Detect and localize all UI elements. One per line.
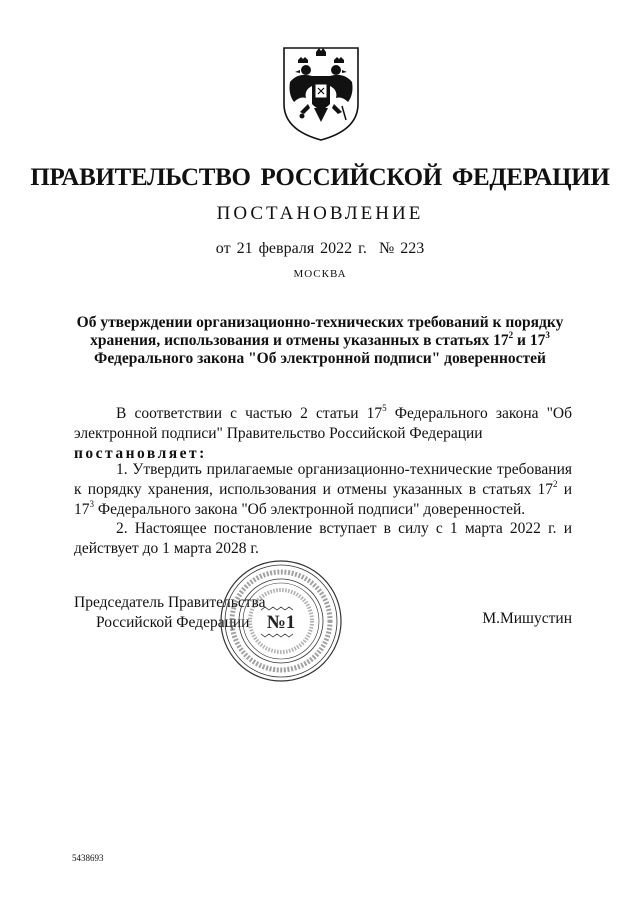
item-1-paragraph: 1. Утвердить прилагаемые организационно-технические требования к порядку хранения, использования и отмены указанных в статьях $17^2$ и $17^3$ Федерального закона "Об электронной подписи" доверенностей. <box>74 461 573 518</box>
subject-line-1: Об утверждении организационно-технических требований к порядку <box>76 314 564 331</box>
document-type: ПОСТАНОВЛЕНИЕ <box>216 203 424 224</box>
item-2-paragraph: 2. Настоящее постановление вступает в силу с 1 марта 2022 г. и действует до 1 марта 2028 г. <box>74 520 572 557</box>
government-title: ПРАВИТЕЛЬСТВО РОССИЙСКОЙ ФЕДЕРАЦИИ <box>30 164 610 191</box>
subject-line-2: хранения, использования и отмены указанных в статьях $17^2$ и $17^3$ <box>90 330 550 349</box>
document-city: МОСКВА <box>293 268 347 280</box>
document-number: № 223 <box>378 240 425 257</box>
stamp-number: №1 <box>266 612 296 633</box>
document-date: от 21 февраля 2022 г. <box>215 240 367 257</box>
official-seal-stamp <box>218 558 344 684</box>
signatory-name: М.Мишустин <box>482 610 572 627</box>
document-date-line <box>0 240 640 258</box>
preamble-paragraph: В соответствии с частью 2 статьи $17^5$ Федерального закона "Об электронной подписи" Правительство Российской Федерации постановляет: <box>74 403 572 462</box>
coat-of-arms-emblem-icon <box>278 42 364 142</box>
signatory-title-line-2: Российской Федерации <box>96 614 250 631</box>
signatory-title-line-1: Председатель Правительства <box>74 594 266 611</box>
subject-line-3: Федерального закона "Об электронной подписи" доверенностей <box>94 350 546 367</box>
resolves-word: постановляет: <box>74 445 207 462</box>
document-footer-code: 5438693 <box>72 853 104 863</box>
document-subject <box>60 314 580 368</box>
